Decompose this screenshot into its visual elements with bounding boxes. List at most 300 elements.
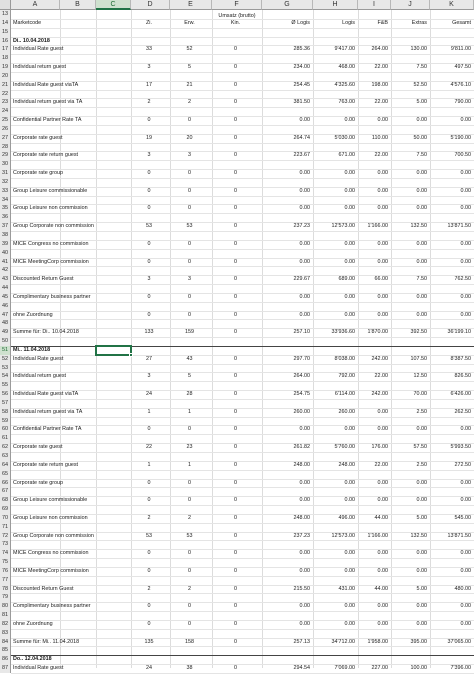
row-header[interactable]: 74 (0, 549, 11, 558)
cell-gesamt: 0.00 (460, 240, 471, 247)
header-fb: F&B (377, 19, 388, 26)
cell-logis: 0.00 (344, 603, 355, 610)
cell-logis: 0.00 (344, 205, 355, 212)
cell-fb: 0.00 (377, 603, 388, 610)
column-header-d[interactable]: D (131, 0, 170, 10)
row-header[interactable]: 66 (0, 479, 11, 488)
cell-fb: 22.00 (374, 373, 388, 380)
cell-fb: 22.00 (374, 99, 388, 106)
cell-fb: 22.00 (374, 152, 388, 159)
cell-gesamt: 700.50 (454, 152, 471, 159)
row-header[interactable]: 37 (0, 222, 11, 231)
header-erw: Erw. (184, 19, 195, 26)
marketcode-label: Group Corporate non commission (13, 223, 94, 230)
cell-fb: 22.00 (374, 64, 388, 71)
column-header-c[interactable]: C (96, 0, 131, 10)
marketcode-label: Individual return guest via TA (13, 408, 83, 415)
marketcode-label: Group Leisure commissionable (13, 497, 88, 504)
row-header[interactable]: 35 (0, 204, 11, 213)
row-header[interactable]: 87 (0, 664, 11, 673)
row-header[interactable]: 20 (0, 72, 11, 81)
column-header-g[interactable]: G (262, 0, 313, 10)
cell-logis: 260.00 (338, 408, 355, 415)
marketcode-label: Complimentary business partner (13, 603, 91, 610)
cell-erw: 5 (188, 64, 191, 71)
row-header[interactable]: 69 (0, 505, 11, 514)
marketcode-label: Corporate rate group (13, 170, 64, 177)
row-header[interactable]: 54 (0, 372, 11, 381)
cell-extras: 0.00 (416, 205, 427, 212)
cell-erw: 0 (188, 117, 191, 124)
row-header[interactable]: 28 (0, 143, 11, 152)
cell-avg-logis: 0.00 (299, 311, 310, 318)
row-header[interactable]: 13 (0, 10, 11, 19)
cell-gesamt: 0.00 (460, 479, 471, 486)
cell-zi: 33 (146, 46, 152, 53)
row-header[interactable]: 56 (0, 390, 11, 399)
row-header[interactable]: 17 (0, 45, 11, 54)
cell-zi: 133 (144, 329, 154, 336)
row-header[interactable]: 52 (0, 355, 11, 364)
cell-erw: 28 (186, 391, 193, 398)
row-header[interactable]: 18 (0, 54, 11, 63)
marketcode-label: Individual return guest (13, 373, 67, 380)
marketcode-label: Confidential Partner Rate TA (13, 426, 82, 433)
header-zi: Zi. (146, 19, 152, 26)
cell-logis: 6'114.00 (334, 391, 355, 398)
cell-fb: 0.00 (377, 240, 388, 247)
cell-kin: 0 (234, 329, 237, 336)
cell-gesamt: 4'576.10 (450, 81, 471, 88)
cell-avg-logis: 223.67 (293, 152, 310, 159)
row-header[interactable]: 67 (0, 487, 11, 496)
cell-logis: 0.00 (344, 187, 355, 194)
cell-zi: 135 (144, 638, 154, 645)
cell-fb: 0.00 (377, 550, 388, 557)
row-header[interactable]: 22 (0, 90, 11, 99)
column-header-k[interactable]: K (430, 0, 474, 10)
cell-zi: 1 (147, 408, 151, 415)
cell-extras: 57.50 (413, 444, 427, 451)
column-header-i[interactable]: I (358, 0, 391, 10)
row-header[interactable]: 51 (0, 346, 11, 355)
row-header[interactable]: 36 (0, 213, 11, 222)
cell-erw: 158 (185, 638, 194, 645)
cell-fb: 264.00 (371, 46, 388, 53)
cell-zi: 0 (147, 603, 151, 610)
row-header[interactable]: 55 (0, 381, 11, 390)
cell-fb: 176.00 (371, 444, 388, 451)
cell-gesamt: 545.00 (454, 514, 471, 521)
row-header[interactable]: 62 (0, 443, 11, 452)
cell-extras: 7.50 (416, 152, 427, 159)
cell-logis: 763.00 (338, 99, 355, 106)
cell-erw: 0 (188, 205, 191, 212)
cell-extras: 7.50 (416, 276, 427, 283)
cell-extras: 50.00 (413, 134, 427, 141)
cell-erw: 1 (188, 461, 191, 468)
cell-fb: 242.00 (371, 391, 388, 398)
cell-avg-logis: 0.00 (299, 258, 310, 265)
row-header[interactable]: 71 (0, 523, 11, 532)
row-header[interactable]: 49 (0, 328, 11, 337)
cell-erw: 20 (186, 134, 193, 141)
cell-gesamt: 0.00 (460, 426, 471, 433)
row-header[interactable]: 42 (0, 266, 11, 275)
marketcode-label: Corporate rate guest (13, 134, 63, 141)
cell-avg-logis: 0.00 (299, 240, 310, 247)
cell-logis: 0.00 (344, 567, 355, 574)
marketcode-label: Corporate rate group (13, 479, 64, 486)
cell-fb: 22.00 (374, 461, 388, 468)
gridline-vertical (96, 10, 97, 668)
cell-fb: 0.00 (377, 258, 388, 265)
cell-gesamt: 0.00 (460, 620, 471, 627)
cell-zi: 0 (147, 426, 151, 433)
cell-zi: 0 (147, 170, 151, 177)
cell-erw: 2 (188, 99, 191, 106)
marketcode-label: MICE MeetingCorp commission (13, 567, 89, 574)
cell-fb: 0.00 (377, 293, 388, 300)
cell-gesamt: 497.50 (454, 64, 471, 71)
cell-erw: 53 (186, 223, 193, 230)
cell-logis: 0.00 (344, 311, 355, 318)
cell-avg-logis: 215.50 (293, 585, 310, 592)
cell-logis: 33'936.60 (331, 329, 355, 336)
cell-gesamt: 0.00 (460, 293, 471, 300)
cell-logis: 248.00 (338, 461, 355, 468)
cell-gesamt: 762.50 (454, 276, 471, 283)
cell-erw: 0 (188, 550, 191, 557)
cell-avg-logis: 381.50 (293, 99, 310, 106)
marketcode-label: MICE Congress no commission (13, 240, 89, 247)
select-all-corner[interactable] (0, 0, 11, 10)
cell-fb: 0.00 (377, 205, 388, 212)
row-header[interactable]: 73 (0, 540, 11, 549)
row-header[interactable]: 32 (0, 178, 11, 187)
cell-logis: 0.00 (344, 258, 355, 265)
row-header[interactable]: 86 (0, 655, 11, 664)
cell-extras: 392.50 (410, 329, 427, 336)
row-header[interactable]: 34 (0, 196, 11, 205)
row-header[interactable]: 59 (0, 417, 11, 426)
cell-fb: 0.00 (377, 170, 388, 177)
row-header[interactable]: 27 (0, 134, 11, 143)
cell-zi: 3 (147, 152, 151, 159)
row-header[interactable]: 39 (0, 240, 11, 249)
cell-logis: 9'417.00 (334, 46, 355, 53)
date-heading: Mi.. 11.04.2018 (13, 346, 51, 353)
row-header[interactable]: 84 (0, 638, 11, 647)
row-header[interactable]: 72 (0, 532, 11, 541)
cell-zi: 3 (147, 276, 151, 283)
row-header[interactable]: 26 (0, 125, 11, 134)
cell-avg-logis: 264.74 (293, 134, 310, 141)
cell-fb: 44.00 (374, 514, 388, 521)
cell-erw: 52 (186, 46, 193, 53)
row-header[interactable]: 81 (0, 611, 11, 620)
cell-avg-logis: 254.75 (293, 391, 310, 398)
row-header[interactable]: 33 (0, 187, 11, 196)
cell-zi: 53 (146, 223, 152, 230)
cell-fb: 0.00 (377, 311, 388, 318)
cell-fb: 44.00 (374, 585, 388, 592)
row-header[interactable]: 83 (0, 629, 11, 638)
cell-gesamt: 0.00 (460, 497, 471, 504)
cell-extras: 2.50 (416, 408, 427, 415)
marketcode-label: ohne Zuordnung (13, 311, 53, 318)
row-header[interactable]: 58 (0, 408, 11, 417)
row-header[interactable]: 70 (0, 514, 11, 523)
cell-logis: 0.00 (344, 426, 355, 433)
cell-avg-logis: 0.00 (299, 479, 310, 486)
summary-label: Summe für: Mi.. 11.04.2018 (13, 638, 80, 645)
cell-erw: 0 (188, 426, 191, 433)
cell-kin: 0 (234, 461, 237, 468)
cell-kin: 0 (234, 550, 237, 557)
cell-kin: 0 (234, 117, 237, 124)
cell-extras: 395.00 (410, 638, 427, 645)
marketcode-label: MICE MeetingCorp commission (13, 258, 89, 265)
cell-extras: 0.00 (416, 426, 427, 433)
cell-zi: 0 (147, 479, 151, 486)
cell-zi: 0 (147, 620, 151, 627)
cell-avg-logis: 285.36 (293, 46, 310, 53)
row-header[interactable]: 29 (0, 151, 11, 160)
cell-extras: 0.00 (416, 497, 427, 504)
cell-extras: 0.00 (416, 293, 427, 300)
row-header[interactable]: 15 (0, 28, 11, 37)
cell-extras: 132.50 (410, 223, 427, 230)
row-header[interactable]: 82 (0, 620, 11, 629)
row-header[interactable]: 63 (0, 452, 11, 461)
marketcode-label: Individual return guest via TA (13, 99, 83, 106)
row-header[interactable]: 23 (0, 98, 11, 107)
cell-zi: 0 (147, 293, 151, 300)
cell-logis: 0.00 (344, 550, 355, 557)
cell-kin: 0 (234, 240, 237, 247)
cell-erw: 3 (188, 152, 191, 159)
cell-zi: 24 (146, 665, 152, 672)
row-header[interactable]: 40 (0, 249, 11, 258)
cell-gesamt: 0.00 (460, 117, 471, 124)
cell-fb: 0.00 (377, 567, 388, 574)
cell-kin: 0 (234, 205, 237, 212)
marketcode-label: Complimentary business partner (13, 293, 91, 300)
cell-erw: 38 (186, 665, 193, 672)
cell-gesamt: 5'993.50 (450, 444, 471, 451)
cell-gesamt: 480.00 (454, 585, 471, 592)
cell-kin: 0 (234, 64, 237, 71)
cell-zi: 19 (146, 134, 152, 141)
cell-logis: 671.00 (338, 152, 355, 159)
row-header[interactable]: 45 (0, 293, 11, 302)
cell-gesamt: 9'811.00 (450, 46, 471, 53)
cell-kin: 0 (234, 276, 237, 283)
row-header[interactable]: 31 (0, 169, 11, 178)
cell-extras: 5.00 (416, 514, 427, 521)
cell-zi: 0 (147, 311, 151, 318)
column-header-a[interactable]: A (11, 0, 60, 10)
cell-avg-logis: 0.00 (299, 117, 310, 124)
cell-extras: 100.00 (410, 665, 427, 672)
row-header[interactable]: 68 (0, 496, 11, 505)
marketcode-label: Corporate rate guest (13, 444, 63, 451)
cell-logis: 689.00 (338, 276, 355, 283)
cell-gesamt: 272.50 (454, 461, 471, 468)
cell-avg-logis: 260.00 (293, 408, 310, 415)
row-header[interactable]: 61 (0, 434, 11, 443)
cell-avg-logis: 294.54 (293, 665, 310, 672)
cell-extras: 7.50 (416, 64, 427, 71)
cell-avg-logis: 0.00 (299, 205, 310, 212)
row-header[interactable]: 50 (0, 337, 11, 346)
cell-avg-logis: 257.10 (293, 329, 310, 336)
row-header[interactable]: 65 (0, 470, 11, 479)
row-header[interactable]: 14 (0, 19, 11, 28)
row-header[interactable]: 47 (0, 311, 11, 320)
cell-kin: 0 (234, 355, 237, 362)
cell-zi: 1 (147, 461, 151, 468)
column-header-h[interactable]: H (313, 0, 358, 10)
cell-kin: 0 (234, 293, 237, 300)
cell-zi: 0 (147, 240, 151, 247)
cell-logis: 0.00 (344, 479, 355, 486)
cell-gesamt: 0.00 (460, 187, 471, 194)
cell-avg-logis: 0.00 (299, 187, 310, 194)
cell-erw: 0 (188, 620, 191, 627)
column-header-j[interactable]: J (391, 0, 430, 10)
cell-gesamt: 13'871.50 (447, 223, 471, 230)
cell-zi: 3 (147, 64, 151, 71)
marketcode-label: Individual Rate guest (13, 355, 64, 362)
cell-gesamt: 0.00 (460, 311, 471, 318)
cell-logis: 0.00 (344, 170, 355, 177)
row-header[interactable]: 80 (0, 602, 11, 611)
cell-extras: 5.00 (416, 99, 427, 106)
row-header[interactable]: 85 (0, 646, 11, 655)
cell-avg-logis: 0.00 (299, 293, 310, 300)
row-header[interactable]: 16 (0, 37, 11, 46)
date-separator-line (11, 655, 474, 656)
cell-fb: 198.00 (371, 81, 388, 88)
cell-kin: 0 (234, 99, 237, 106)
cell-kin: 0 (234, 514, 237, 521)
row-header[interactable]: 38 (0, 231, 11, 240)
row-header[interactable]: 48 (0, 319, 11, 328)
cell-gesamt: 262.50 (454, 408, 471, 415)
cell-extras: 130.00 (410, 46, 427, 53)
row-header[interactable]: 30 (0, 160, 11, 169)
row-header[interactable]: 41 (0, 258, 11, 267)
cell-gesamt: 0.00 (460, 205, 471, 212)
marketcode-label: Discounted Return Guest (13, 276, 74, 283)
row-header[interactable]: 46 (0, 302, 11, 311)
cell-kin: 0 (234, 391, 237, 398)
cell-zi: 2 (147, 585, 151, 592)
cell-avg-logis: 257.13 (293, 638, 310, 645)
row-header[interactable]: 77 (0, 576, 11, 585)
row-header[interactable]: 53 (0, 364, 11, 373)
row-header[interactable]: 79 (0, 593, 11, 602)
row-header[interactable]: 21 (0, 81, 11, 90)
row-header[interactable]: 76 (0, 567, 11, 576)
cell-kin: 0 (234, 567, 237, 574)
cell-gesamt: 0.00 (460, 550, 471, 557)
row-header[interactable]: 60 (0, 425, 11, 434)
cell-kin: 0 (234, 81, 237, 88)
cell-extras: 0.00 (416, 311, 427, 318)
row-header[interactable]: 24 (0, 107, 11, 116)
column-header-b[interactable]: B (60, 0, 96, 10)
fill-handle[interactable] (129, 353, 133, 357)
cell-zi: 2 (147, 99, 151, 106)
cell-kin: 0 (234, 497, 237, 504)
cell-logis: 0.00 (344, 240, 355, 247)
marketcode-label: Individual Rate guest viaTA (13, 391, 79, 398)
row-header[interactable]: 64 (0, 461, 11, 470)
cell-gesamt: 7'396.00 (450, 665, 471, 672)
column-header-e[interactable]: E (170, 0, 212, 10)
cell-zi: 2 (147, 514, 151, 521)
cell-gesamt: 0.00 (460, 567, 471, 574)
cell-logis: 8'038.00 (334, 355, 355, 362)
cell-gesamt: 0.00 (460, 170, 471, 177)
cell-avg-logis: 237.23 (293, 532, 310, 539)
cell-fb: 1'166.00 (367, 532, 388, 539)
cell-avg-logis: 264.00 (293, 373, 310, 380)
cell-gesamt: 37'065.00 (447, 638, 471, 645)
row-header[interactable]: 44 (0, 284, 11, 293)
marketcode-label: Discounted Return Guest (13, 585, 74, 592)
cell-erw: 3 (188, 276, 191, 283)
cell-zi: 24 (146, 391, 152, 398)
cell-avg-logis: 0.00 (299, 426, 310, 433)
row-header[interactable]: 57 (0, 399, 11, 408)
cell-extras: 0.00 (416, 258, 427, 265)
header-umsatz-group: Umsatz (brutto) (218, 12, 256, 19)
cell-logis: 7'069.00 (334, 665, 355, 672)
cell-logis: 12'573.00 (331, 532, 355, 539)
row-header[interactable]: 78 (0, 585, 11, 594)
cell-erw: 0 (188, 240, 191, 247)
cell-kin: 0 (234, 479, 237, 486)
row-header[interactable]: 19 (0, 63, 11, 72)
cell-kin: 0 (234, 311, 237, 318)
row-header[interactable]: 43 (0, 275, 11, 284)
cell-zi: 0 (147, 187, 151, 194)
marketcode-label: Individual Rate guest viaTA (13, 81, 79, 88)
cell-kin: 0 (234, 603, 237, 610)
row-header[interactable]: 75 (0, 558, 11, 567)
column-header-f[interactable]: F (212, 0, 262, 10)
cell-extras: 2.50 (416, 461, 427, 468)
cell-avg-logis: 254.45 (293, 81, 310, 88)
cell-kin: 0 (234, 532, 237, 539)
cell-logis: 0.00 (344, 117, 355, 124)
cell-kin: 0 (234, 152, 237, 159)
active-cell[interactable] (95, 345, 132, 356)
cell-kin: 0 (234, 258, 237, 265)
cell-extras: 0.00 (416, 240, 427, 247)
row-header[interactable]: 25 (0, 116, 11, 125)
cell-kin: 0 (234, 585, 237, 592)
cell-zi: 53 (146, 532, 152, 539)
cell-fb: 0.00 (377, 479, 388, 486)
cell-zi: 27 (146, 355, 152, 362)
summary-label: Summe für: Di.. 10.04.2018 (13, 329, 79, 336)
cell-logis: 12'573.00 (331, 223, 355, 230)
